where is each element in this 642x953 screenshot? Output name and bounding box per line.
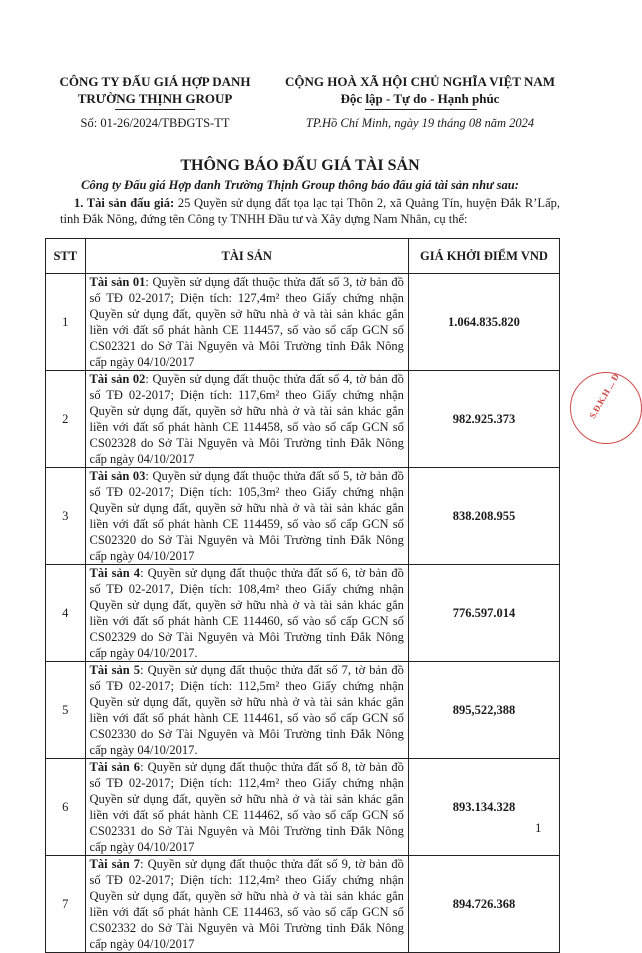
intro-label: 1. Tài sản đấu giá: <box>74 196 175 210</box>
row-price: 1.064.835.820 <box>408 274 559 371</box>
row-price: 894.726.368 <box>408 856 559 953</box>
row-stt: 7 <box>46 856 86 953</box>
asset-details: : Quyền sử dụng đất thuộc thửa đất số 7, tờ bản đồ số TĐ 02-2017; Diện tích: 112,5m² theo Giấy chứng nhận Quyền sử dụng đất, quyền sở hữu nhà ở và tài sản khác gắn liền với đất số phát hành CE 114461, số vào sổ cấp GCN số CS02330 do Sở Tài Nguyên và Môi Trường tỉnh Đắk Nông cấp ngày 04/10/2017. <box>89 663 404 757</box>
row-price: 895,522,388 <box>408 662 559 759</box>
asset-table <box>45 238 560 953</box>
document-number: Số: 01-26/2024/TBĐGTS-TT <box>80 116 230 130</box>
row-description <box>85 856 408 953</box>
stamp-text: S.Đ.K.H ... Đ <box>587 371 621 421</box>
row-stt: 3 <box>46 468 86 565</box>
asset-rows <box>46 274 560 953</box>
asset-details: : Quyền sử dụng đất thuộc thửa đất số 8, tờ bản đồ số TĐ 02-2017; Diện tích: 112,4m² theo Giấy chứng nhận Quyền sử dụng đất, quyền sở hữu nhà ở và tài sản khác gắn liền với đất số phát hành CE 114462, số vào sổ cấp GCN số CS02331 do Sở Tài Nguyên và Môi Trường tỉnh Đắk Nông cấp ngày 04/10/2017 <box>89 760 404 854</box>
asset-details: : Quyền sử dụng đất thuộc thửa đất số 5, tờ bản đồ số TĐ 02-2017; Diện tích: 105,3m² theo Giấy chứng nhận Quyền sử dụng đất, quyền sở hữu nhà ở và tài sản khác gắn liền với đất số phát hành CE 114459, số vào sổ cấp GCN số CS02320 do Sở Tài Nguyên và Môi Trường tỉnh Đắk Nông cấp ngày 04/10/2017 <box>89 469 404 563</box>
national-title: CỘNG HOÀ XÃ HỘI CHỦ NGHĨA VIỆT NAM <box>284 74 556 89</box>
asset-name: Tài sản 6 <box>89 760 141 774</box>
row-description <box>85 468 408 565</box>
motto-underline <box>365 109 477 110</box>
asset-name: Tài sản 02 <box>89 372 146 386</box>
asset-details: : Quyền sử dụng đất thuộc thửa đất số 6, tờ bản đồ số TĐ 02-2017, Diện tích: 108,4m² theo Giấy chứng nhận Quyền sử dụng đất, quyền sở hữu nhà ở và tài sản khác gắn liền với đất số phát hành CE 114460, số vào sổ cấp GCN số CS02329 do Sở Tài Nguyên và Môi Trường tỉnh Đắk Nông cấp ngày 04/10/2017. <box>89 566 404 660</box>
row-stt: 2 <box>46 371 86 468</box>
asset-name: Tài sản 5 <box>89 663 141 677</box>
table-row <box>46 565 560 662</box>
row-price: 838.208.955 <box>408 468 559 565</box>
row-stt: 1 <box>46 274 86 371</box>
asset-name: Tài sản 01 <box>89 275 146 289</box>
row-price: 776.597.014 <box>408 565 559 662</box>
company-underline <box>115 109 195 110</box>
table-row <box>46 371 560 468</box>
asset-name: Tài sản 03 <box>89 469 146 483</box>
company-name-line1: CÔNG TY ĐẤU GIÁ HỢP DANH <box>59 74 251 89</box>
table-row <box>46 662 560 759</box>
asset-details: : Quyền sử dụng đất thuộc thửa đất số 4, tờ bản đồ số TĐ 02-2017; Diện tích: 117,6m² theo Giấy chứng nhận Quyền sử dụng đất, quyền sở hữu nhà ở và tài sản khác gắn liền với đất số phát hành CE 114458, số vào sổ cấp GCN số CS02328 do Sở Tài Nguyên và Môi Trường tỉnh Đắk Nông cấp ngày 04/10/2017 <box>89 372 404 466</box>
header-stt: STT <box>46 239 86 274</box>
page-number: 1 <box>535 820 542 835</box>
row-description <box>85 274 408 371</box>
header-asset: TÀI SẢN <box>85 239 408 274</box>
document-subtitle: Công ty Đấu giá Hợp danh Trường Thịnh Group thông báo đấu giá tài sản như sau: <box>81 178 519 192</box>
row-description <box>85 759 408 856</box>
row-stt: 6 <box>46 759 86 856</box>
document-title: THÔNG BÁO ĐẤU GIÁ TÀI SẢN <box>180 157 420 174</box>
table-row <box>46 759 560 856</box>
row-description <box>85 371 408 468</box>
intro-text: 25 Quyền sử dụng đất tọa lạc tại Thôn 2, xã Quảng Tín, huyện Đắk R’Lấp, tỉnh Đắk Nông, đứng tên Công ty TNHH Đầu tư và Xây dựng Nam Nhân, cụ thể: <box>60 196 560 226</box>
company-name-line2: TRƯỜNG THỊNH GROUP <box>77 91 233 106</box>
row-description <box>85 565 408 662</box>
table-header-row <box>46 239 560 274</box>
row-stt: 5 <box>46 662 86 759</box>
asset-details: : Quyền sử dụng đất thuộc thửa đất số 3, tờ bản đồ số TĐ 02-2017; Diện tích: 127,4m² theo Giấy chứng nhận Quyền sử dụng đất, quyền sở hữu nhà ở và tài sản khác gắn liền với đất số phát hành CE 114457, số vào sổ cấp GCN số CS02321 do Sở Tài Nguyên và Môi Trường tỉnh Đắk Nông cấp ngày 04/10/2017 <box>89 275 404 369</box>
table-row <box>46 468 560 565</box>
place-date: TP.Hồ Chí Minh, ngày 19 tháng 08 năm 2024 <box>305 116 535 130</box>
red-stamp <box>570 372 642 444</box>
row-description <box>85 662 408 759</box>
table-row <box>46 856 560 953</box>
row-price: 893.134.328 <box>408 759 559 856</box>
table-row <box>46 274 560 371</box>
intro-paragraph <box>60 195 560 227</box>
national-motto: Độc lập - Tự do - Hạnh phúc <box>340 91 500 106</box>
asset-details: : Quyền sử dụng đất thuộc thửa đất số 9, tờ bản đồ số TĐ 02-2017; Diện tích: 112,4m² theo Giấy chứng nhận Quyền sử dụng đất, quyền sở hữu nhà ở và tài sản khác gắn liền với đất số phát hành CE 114463, số vào sổ cấp GCN số CS02332 do Sở Tài Nguyên và Môi Trường tỉnh Đắk Nông cấp ngày 04/10/2017 <box>89 857 404 951</box>
asset-name: Tài sản 7 <box>89 857 141 871</box>
asset-name: Tài sản 4 <box>89 566 141 580</box>
row-stt: 4 <box>46 565 86 662</box>
row-price: 982.925.373 <box>408 371 559 468</box>
header-price: GIÁ KHỞI ĐIỂM VND <box>408 239 559 274</box>
